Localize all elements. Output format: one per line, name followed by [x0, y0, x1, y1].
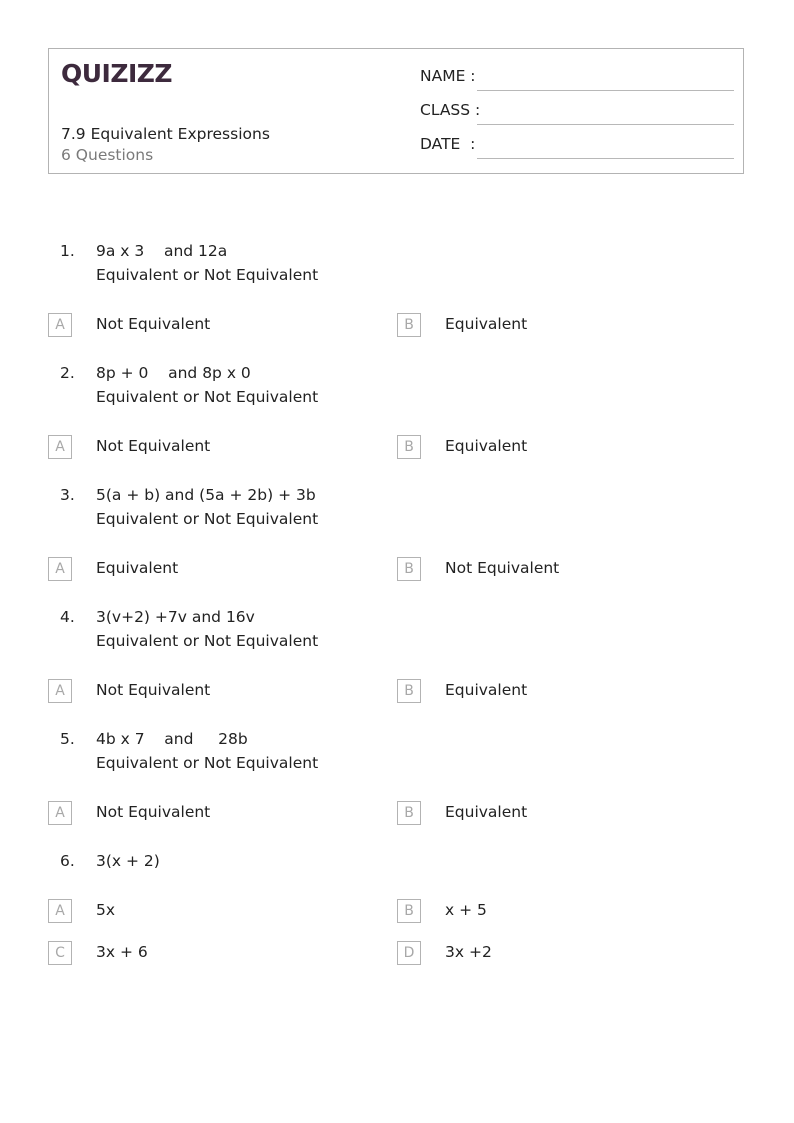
option-a-box[interactable]: A: [48, 557, 72, 581]
question-text: 3(v+2) +7v and 16v: [96, 608, 255, 626]
question-number: 3.: [60, 486, 75, 504]
option-a-box[interactable]: A: [48, 435, 72, 459]
option-b-text: Equivalent: [445, 681, 528, 699]
option-a-box[interactable]: A: [48, 313, 72, 337]
date-field[interactable]: [420, 135, 734, 159]
option-b-box[interactable]: B: [397, 679, 421, 703]
question-number: 6.: [60, 852, 75, 870]
option-b-box[interactable]: B: [397, 899, 421, 923]
option-b-text: x + 5: [445, 901, 487, 919]
option-a-text: Not Equivalent: [96, 681, 211, 699]
option-b-box[interactable]: B: [397, 435, 421, 459]
option-a-text: Not Equivalent: [96, 803, 211, 821]
question-count: 6 Questions: [61, 146, 154, 164]
question-prompt: Equivalent or Not Equivalent: [96, 266, 319, 284]
question-text: 8p + 0 and 8p x 0: [96, 364, 251, 382]
option-d-text: 3x +2: [445, 943, 492, 961]
option-b-text: Equivalent: [445, 803, 528, 821]
question-number: 5.: [60, 730, 75, 748]
option-c-box[interactable]: C: [48, 941, 72, 965]
option-a-box[interactable]: A: [48, 679, 72, 703]
name-label: NAME :: [420, 67, 476, 85]
option-b-text: Equivalent: [445, 315, 528, 333]
question-text: 9a x 3 and 12a: [96, 242, 228, 260]
option-c-text: 3x + 6: [96, 943, 148, 961]
question-text: 5(a + b) and (5a + 2b) + 3b: [96, 486, 316, 504]
question-text: 4b x 7 and 28b: [96, 730, 248, 748]
date-label: DATE :: [420, 135, 476, 153]
option-a-text: Not Equivalent: [96, 437, 211, 455]
option-d-box[interactable]: D: [397, 941, 421, 965]
option-a-text: 5x: [96, 901, 116, 919]
question-prompt: Equivalent or Not Equivalent: [96, 388, 319, 406]
option-a-text: Not Equivalent: [96, 315, 211, 333]
worksheet-header: [48, 48, 744, 174]
class-label: CLASS :: [420, 101, 481, 119]
name-field[interactable]: [420, 67, 734, 91]
option-b-box[interactable]: B: [397, 313, 421, 337]
worksheet-title: 7.9 Equivalent Expressions: [61, 125, 270, 143]
question-text: 3(x + 2): [96, 852, 160, 870]
option-b-box[interactable]: B: [397, 557, 421, 581]
option-b-text: Equivalent: [445, 437, 528, 455]
quizizz-logo: QUIZIZZ: [61, 59, 173, 88]
question-number: 2.: [60, 364, 75, 382]
date-line[interactable]: [477, 158, 734, 159]
question-prompt: Equivalent or Not Equivalent: [96, 510, 319, 528]
option-a-box[interactable]: A: [48, 801, 72, 825]
class-field[interactable]: [420, 101, 734, 125]
option-a-box[interactable]: A: [48, 899, 72, 923]
question-number: 4.: [60, 608, 75, 626]
name-line[interactable]: [477, 90, 734, 91]
class-line[interactable]: [477, 124, 734, 125]
question-prompt: Equivalent or Not Equivalent: [96, 754, 319, 772]
option-b-box[interactable]: B: [397, 801, 421, 825]
option-b-text: Not Equivalent: [445, 559, 560, 577]
question-number: 1.: [60, 242, 75, 260]
question-prompt: Equivalent or Not Equivalent: [96, 632, 319, 650]
option-a-text: Equivalent: [96, 559, 179, 577]
